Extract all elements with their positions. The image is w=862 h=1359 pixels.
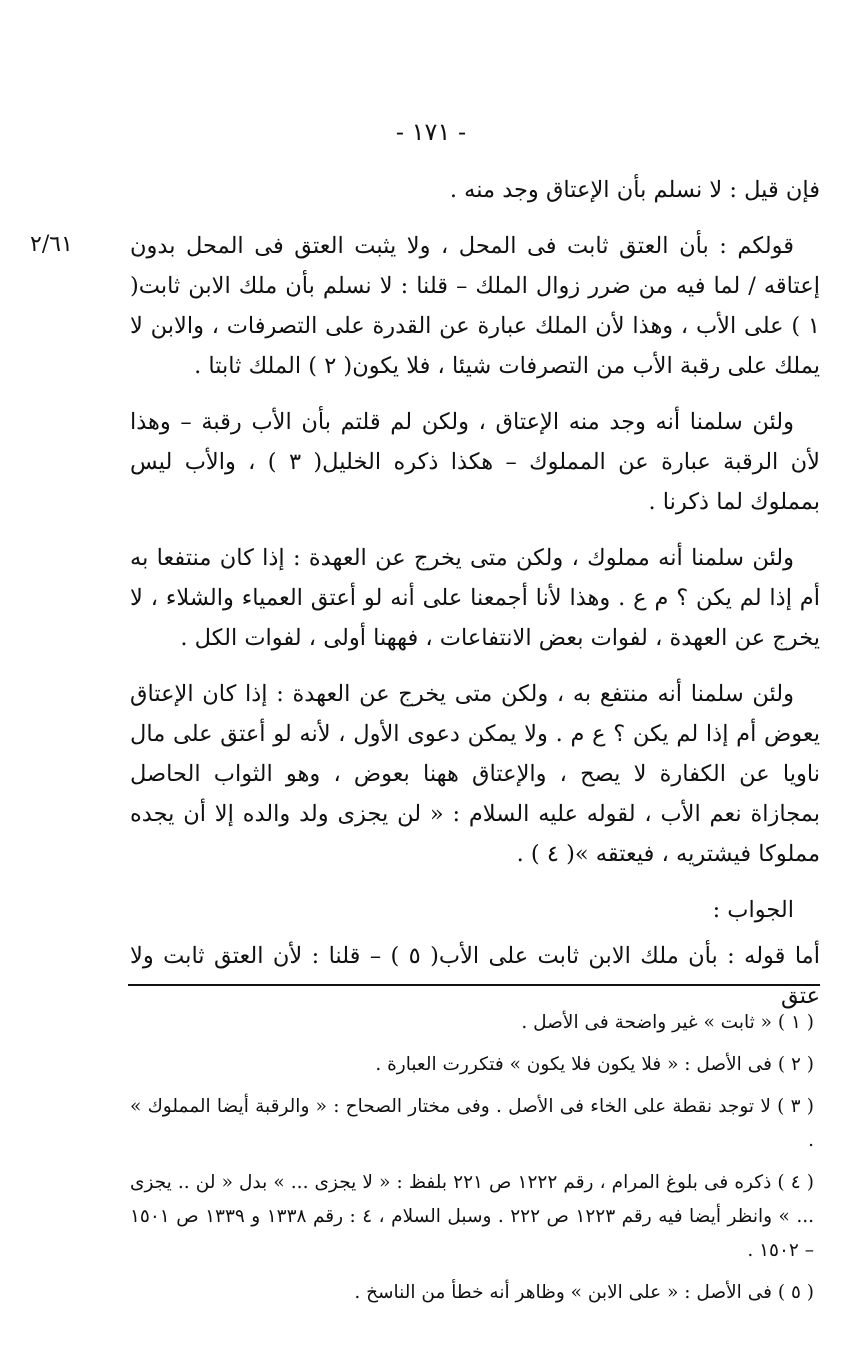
page-number: - ١٧١ - xyxy=(395,118,467,146)
margin-folio-reference: ٢/٦١ xyxy=(30,232,73,257)
footnote-3: ( ٣ ) لا توجد نقطة على الخاء فى الأصل . وفى مختار الصحاح : « والرقبة أيضا المملوك » . xyxy=(130,1096,814,1151)
footnote-separator xyxy=(128,984,820,986)
paragraph-3: ولئن سلمنا أنه مملوك ، ولكن متى يخرج عن العهدة : إذا كان منتفعا به أم إذا لم يكن ؟ م ع . وهذا لأنا أجمعنا على أنه لو أعتق العمياء والشلاء ، لا يخرج عن العهدة ، لفوات بعض الانتفاعات ، فههنا أولى ، لفوات الكل . xyxy=(130,545,820,651)
paragraph-answer: أما قوله : بأن ملك الابن ثابت على الأب( ٥ ) – قلنا : لأن العتق ثابت ولا عتق xyxy=(130,943,820,1009)
paragraph-4: ولئن سلمنا أنه منتفع به ، ولكن متى يخرج عن العهدة : إذا كان الإعتاق يعوض أم إذا لم يكن ؟ ع م . ولا يمكن دعوى الأول ، لأنه لو أعتق على مال ناويا عن الكفارة لا يصح ، والإعتاق ههنا بعوض ، وهو الثواب الحاصل بمجازاة نعم الأب ، لقوله عليه السلام : « لن يجزى ولد والده إلا أن يجده مملوكا فيشتريه ، فيعتقه »( ٤ ) . xyxy=(130,681,820,867)
answer-heading: الجواب : xyxy=(712,897,794,923)
paragraph-2: ولئن سلمنا أنه وجد منه الإعتاق ، ولكن لم قلتم بأن الأب رقبة – وهذا لأن الرقبة عبارة عن المملوك – هكذا ذكره الخليل( ٣ ) ، والأب ليس بمملوك لما ذكرنا . xyxy=(130,409,821,515)
footnote-2: ( ٢ ) فى الأصل : « فلا يكون فلا يكون » فتكررت العبارة . xyxy=(375,1054,814,1075)
footnotes xyxy=(130,1006,814,1318)
main-text xyxy=(130,170,820,1032)
footnote-1: ( ١ ) « ثابت » غير واضحة فى الأصل . xyxy=(521,1012,814,1033)
footnote-4: ( ٤ ) ذكره فى بلوغ المرام ، رقم ١٢٢٢ ص ٢٢١ بلفظ : « لا يجزى ... » بدل « لن .. يجزى ... » وانظر أيضا فيه رقم ١٢٢٣ ص ٢٢٢ . وسبل السلام ، ٤ : رقم ١٣٣٨ و ١٣٣٩ ص ١٥٠١ – ١٥٠٢ . xyxy=(130,1172,814,1261)
paragraph-objection: فإن قيل : لا نسلم بأن الإعتاق وجد منه . xyxy=(449,177,820,203)
footnote-5: ( ٥ ) فى الأصل : « على الابن » وظاهر أنه خطأ من الناسخ . xyxy=(354,1282,814,1303)
paragraph-1: قولكم : بأن العتق ثابت فى المحل ، ولا يثبت العتق فى المحل بدون إعتاقه / لما فيه من ضرر زوال الملك – قلنا : لا نسلم بأن ملك الابن ثابت( ١ ) على الأب ، وهذا لأن الملك عبارة عن القدرة على التصرفات ، والابن لا يملك على رقبة الأب من التصرفات شيئا ، فلا يكون( ٢ ) الملك ثابتا . xyxy=(130,233,820,379)
